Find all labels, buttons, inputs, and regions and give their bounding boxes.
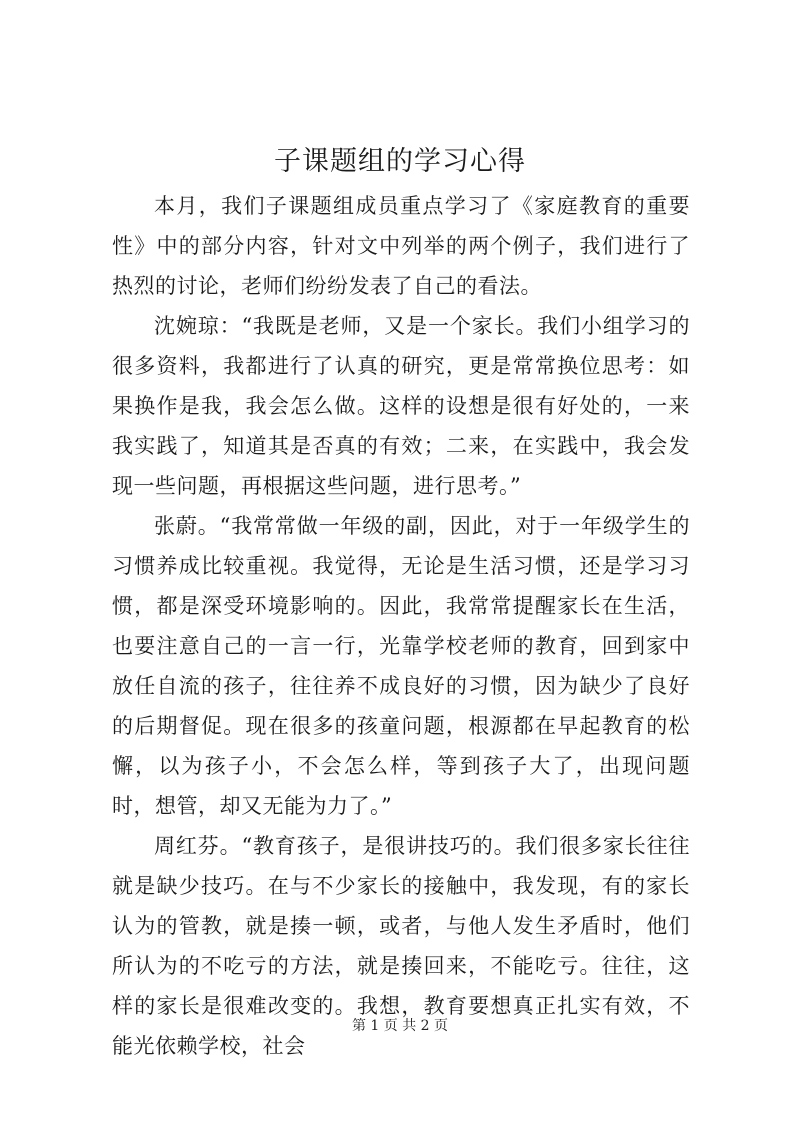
page-title: 子课题组的学习心得 bbox=[274, 146, 526, 177]
page-footer: 第 1 页 共 2 页 bbox=[351, 1018, 449, 1034]
paragraph-intro: 本月，我们子课题组成员重点学习了《家庭教育的重要性》中的部分内容，针对文中列举的两个例子，我们进行了热烈的讨论，老师们纷纷发表了自己的看法。 bbox=[112, 194, 690, 298]
paragraph-shen-wanqiong: 沈婉琼：“我既是老师，又是一个家长。我们小组学习的很多资料，我都进行了认真的研究，更是常常换位思考：如果换作是我，我会怎么做。这样的设想是很有好处的，一来我实践了，知道其是否真的有效；二来，在实践中，我会发现一些问题，再根据这些问题，进行思考。” bbox=[112, 314, 690, 498]
paragraph-zhang-wei: 张蔚。“我常常做一年级的副，因此，对于一年级学生的习惯养成比较重视。我觉得，无论是生活习惯，还是学习习惯，都是深受环境影响的。因此，我常常提醒家长在生活，也要注意自己的一言一行，光靠学校老师的教育，回到家中放任自流的孩子，往往养不成良好的习惯，因为缺少了良好的后期督促。现在很多的孩童问题，根源都在早起教育的松懈，以为孩子小，不会怎么样，等到孩子大了，出现问题时，想管，却又无能为力了。” bbox=[112, 514, 690, 818]
paragraph-zhou-hongfen: 周红芬。“教育孩子，是很讲技巧的。我们很多家长往往就是缺少技巧。在与不少家长的接触中，我发现，有的家长认为的管教，就是揍一顿，或者，与他人发生矛盾时，他们所认为的不吃亏的方法，就是揍回来，不能吃亏。往往，这样的家长是很难改变的。我想，教育要想真正扎实有效，不能光依赖学校，社会 bbox=[112, 834, 690, 1058]
document-body bbox=[112, 186, 690, 1066]
